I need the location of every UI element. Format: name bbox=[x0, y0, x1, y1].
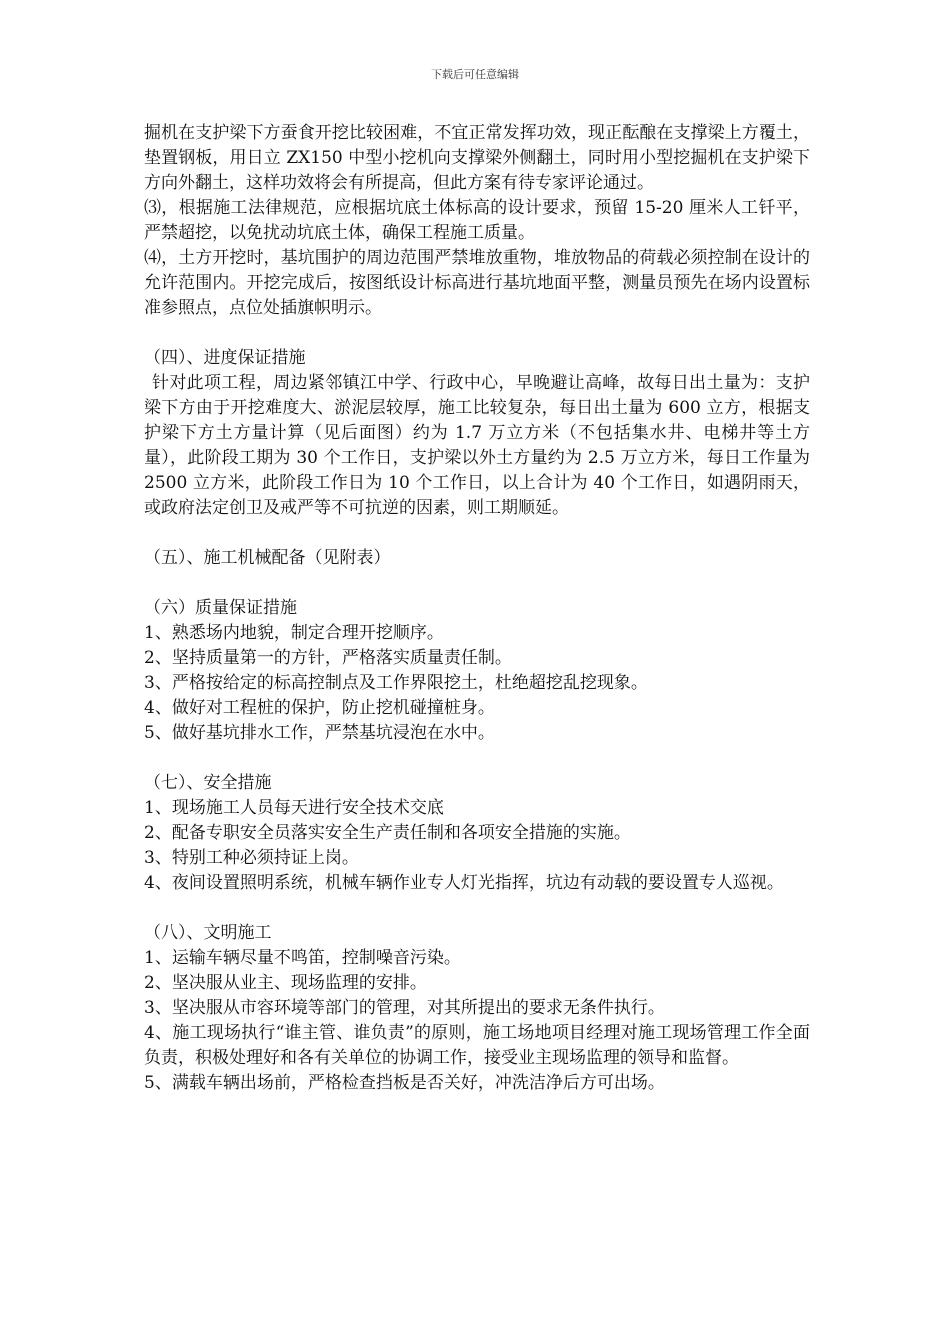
paragraph: 5、做好基坑排水工作，严禁基坑浸泡在水中。 bbox=[144, 723, 495, 743]
blank-line bbox=[144, 521, 810, 546]
paragraph: 3、严格按给定的标高控制点及工作界限挖土，杜绝超挖乱挖现象。 bbox=[144, 673, 648, 693]
paragraph: 2、坚持质量第一的方针，严格落实质量责任制。 bbox=[144, 648, 512, 668]
blank-line bbox=[144, 896, 810, 921]
paragraph: 针对此项工程，周边紧邻镇江中学、行政中心，早晚避让高峰，故每日出土量为：支护梁下方由于开挖难度大、淤泥层较厚，施工比较复杂，每日出土量为 600 立方，根据支护梁下方土方量计算（见后面图）约为 1.7 万立方米（不包括集水井、电梯井等土方量），此阶段工期为 30 个工作日，支护梁以外土方量约为 2.5 万立方米，每日工作量为 2500 立方米，此阶段工作日为 10 个工作日，以上合计为 40 个工作日，如遇阴雨天，或政府法定创卫及戒严等不可抗逆的因素，则工期顺延。 bbox=[144, 373, 810, 518]
paragraph: 掘机在支护梁下方蚕食开挖比较困难，不宜正常发挥功效，现正酝酿在支撑梁上方覆土，垫置钢板，用日立 ZX150 中型小挖机向支撑梁外侧翻土，同时用小型挖掘机在支护梁下方向外翻土，这样功效将会有所提高，但此方案有待专家评论通过。 bbox=[144, 123, 810, 193]
paragraph: 4、施工现场执行“谁主管、谁负责”的原则，施工场地项目经理对施工现场管理工作全面负责，积极处理好和各有关单位的协调工作，接受业主现场监理的领导和监督。 bbox=[144, 1023, 810, 1068]
paragraph: 5、满载车辆出场前，严格检查挡板是否关好，冲洗洁净后方可出场。 bbox=[144, 1073, 665, 1093]
paragraph: （四）、进度保证措施 bbox=[144, 348, 306, 368]
blank-line bbox=[144, 321, 810, 346]
paragraph: （八）、文明施工 bbox=[144, 923, 272, 943]
paragraph: 4、做好对工程桩的保护，防止挖机碰撞桩身。 bbox=[144, 698, 495, 718]
paragraph: 1、熟悉场内地貌，制定合理开挖顺序。 bbox=[144, 623, 444, 643]
blank-line bbox=[144, 746, 810, 771]
paragraph: （七）、安全措施 bbox=[144, 773, 272, 793]
paragraph: （五）、施工机械配备（见附表） bbox=[144, 548, 391, 568]
paragraph: 4、夜间设置照明系统，机械车辆作业专人灯光指挥，坑边有动载的要设置专人巡视。 bbox=[144, 873, 784, 893]
paragraph: 2、配备专职安全员落实安全生产责任制和各项安全措施的实施。 bbox=[144, 823, 631, 843]
paragraph: 1、运输车辆尽量不鸣笛，控制噪音污染。 bbox=[144, 948, 461, 968]
paragraph: ⑶，根据施工法律规范，应根据坑底土体标高的设计要求，预留 15-20 厘米人工钎平，严禁超挖，以免扰动坑底土体，确保工程施工质量。 bbox=[144, 198, 810, 243]
paragraph: 3、特别工种必须持证上岗。 bbox=[144, 848, 359, 868]
paragraph: （六）质量保证措施 bbox=[144, 598, 297, 618]
blank-line bbox=[144, 571, 810, 596]
paragraph: 3、坚决服从市容环境等部门的管理，对其所提出的要求无条件执行。 bbox=[144, 998, 665, 1018]
paragraph: 2、坚决服从业主、现场监理的安排。 bbox=[144, 973, 427, 993]
paragraph: 1、现场施工人员每天进行安全技术交底 bbox=[144, 798, 444, 818]
paragraph: ⑷，土方开挖时，基坑围护的周边范围严禁堆放重物，堆放物品的荷载必须控制在设计的允许范围内。开挖完成后，按图纸设计标高进行基坑地面平整，测量员预先在场内设置标准参照点，点位处插旗帜明示。 bbox=[144, 248, 810, 318]
document-body bbox=[144, 121, 810, 1096]
page-header: 下载后可任意编辑 bbox=[431, 68, 519, 81]
